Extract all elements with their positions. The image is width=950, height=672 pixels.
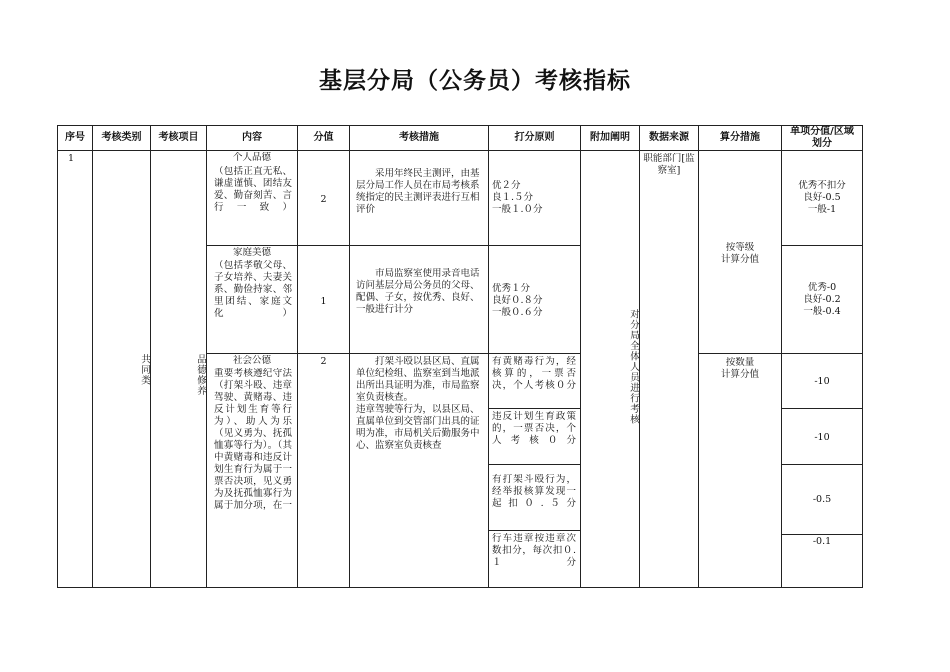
- unit-1: 优秀不扣分 良好-0.5 一般-1: [798, 180, 846, 215]
- page-title: 基层分局（公务员）考核指标: [319, 68, 631, 94]
- category-cell: 共同类: [139, 354, 150, 386]
- header-item: 考核项目: [158, 132, 199, 143]
- content-3: 重要考核遵纪守法（打架斗殴、违章驾驶、黄赌毒、违反计划生育等行为）、助人为乐（见义勇为、抚孤恤寡等行为）。（其中黄赌毒和违反计划生育行为属于一票否决项，见义勇为及抚孤恤寡行为属于加分项，在一: [214, 368, 292, 511]
- header-measures: 考核措施: [399, 132, 439, 143]
- principle-1: 优２分 良１.５分 一般１.０分: [492, 180, 543, 215]
- unit-3-b: -10: [814, 432, 830, 443]
- calc-grade: 按等级 计算分值: [720, 242, 759, 265]
- note-cell: 对分局全体人员进行考核: [628, 309, 639, 425]
- principle-3-b: 违反计划生育政策的，一票否决，个人考核０分: [492, 411, 576, 446]
- score-1: 2: [320, 194, 327, 205]
- score-2: 1: [320, 296, 327, 307]
- row-seq: 1: [68, 153, 75, 164]
- source-cell: 职能部门[监察室]: [643, 153, 695, 176]
- content-1-title: 个人品德: [232, 152, 271, 163]
- header-content: 内容: [242, 132, 262, 143]
- header-seq: 序号: [65, 132, 85, 143]
- header-principle: 打分原则: [514, 132, 555, 143]
- principle-3-c: 有打架斗殴行为，经举报核算发现一起扣０.５分: [492, 474, 576, 509]
- measures-1: 采用年终民主测评，由基层分局工作人员在市局考核系统指定的民主测评表进行互相评价: [356, 168, 480, 215]
- measures-3: 打架斗殴以县区局、直属单位纪检组、监察室到当地派出所出具证明为准，市局监察室负责核查。 违章驾驶等行为，以县区局、直属单位到交管部门出具的证明为准，市局机关后勤服务中心、监察室负责核查: [356, 356, 480, 451]
- unit-3-a: -10: [814, 376, 830, 387]
- header-score: 分值: [313, 132, 334, 143]
- score-3: 2: [320, 356, 327, 367]
- content-2: （包括孝敬父母、子女培养、夫妻关系、勤俭持家、邻里团结、家庭文化）: [214, 260, 292, 319]
- content-2-title: 家庭美德: [232, 247, 271, 258]
- unit-3-d: -0.1: [812, 536, 832, 547]
- calc-count: 按数量 计算分值: [720, 357, 759, 380]
- measures-2: 市局监察室使用录音电话访问基层分局公务员的父母、配偶、子女，按优秀、良好、一般进行计分: [356, 268, 480, 315]
- unit-3-c: -0.5: [812, 494, 832, 505]
- header-unit: 单项分值/区域划分: [790, 126, 854, 149]
- header-source: 数据来源: [649, 132, 689, 143]
- item-cell: 品德修养: [195, 354, 206, 396]
- header-calc: 算分措施: [720, 132, 760, 143]
- header-note: 附加阐明: [590, 132, 630, 143]
- unit-2: 优秀-0 良好-0.2 一般-0.4: [803, 282, 841, 317]
- principle-2: 优秀１分 良好０.８分 一般０.６分: [492, 283, 543, 318]
- content-3-title: 社会公德: [232, 355, 271, 366]
- principle-3-d: 行车违章按违章次数扣分，每次扣０.１分: [492, 533, 576, 568]
- header-category: 考核类别: [101, 132, 142, 143]
- content-1: （包括正直无私、谦虚谨慎、团结友爱、勤奋刻苦、言行一致）: [214, 166, 292, 213]
- principle-3-a: 有黄赌毒行为，经核算的，一票否决，个人考核０分: [492, 356, 576, 391]
